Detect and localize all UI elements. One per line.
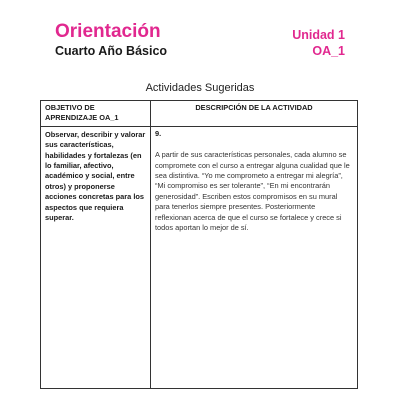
section-title: Actividades Sugeridas [145,82,255,94]
description-column-header: DESCRIPCIÓN DE LA ACTIVIDAD [151,101,358,127]
table-header-row [41,101,358,127]
objective-column-header: OBJETIVO DE APRENDIZAJE OA_1 [41,101,151,127]
objective-text: Observar, describir y valorar sus características, habilidades y fortalezas (en lo familiar, afectivo, académico y social, entre otros) y proponerse acciones concretas para los aspectos que requiera superar. [45,129,146,223]
subject-title: Orientación [55,21,161,42]
oa-label: OA_1 [312,44,345,58]
grade-label: Cuarto Año Básico [55,44,168,58]
activities-table [40,100,358,389]
activity-number: 9. [155,128,162,138]
table-row [41,126,358,388]
header-left [55,20,167,59]
objective-cell [41,126,151,388]
activity-cell [151,126,358,388]
unit-label: Unidad 1 [292,28,345,42]
activity-text: A partir de sus características personales, cada alumno se compromete con el curso a entregar alguna cualidad que le sea distintiva. “Yo me comprometo a entregar mi alegría”, “Mi compromiso es ser tolerante”, “En mi encontrarán generosidad”. Escriben estos compromisos en su mural para tenerlos siempre presentes. Posteriormente reflexionan acerca de que el curso se fortalece y crece si todos aportan lo mejor de sí. [155,150,350,233]
header-right [292,27,345,59]
